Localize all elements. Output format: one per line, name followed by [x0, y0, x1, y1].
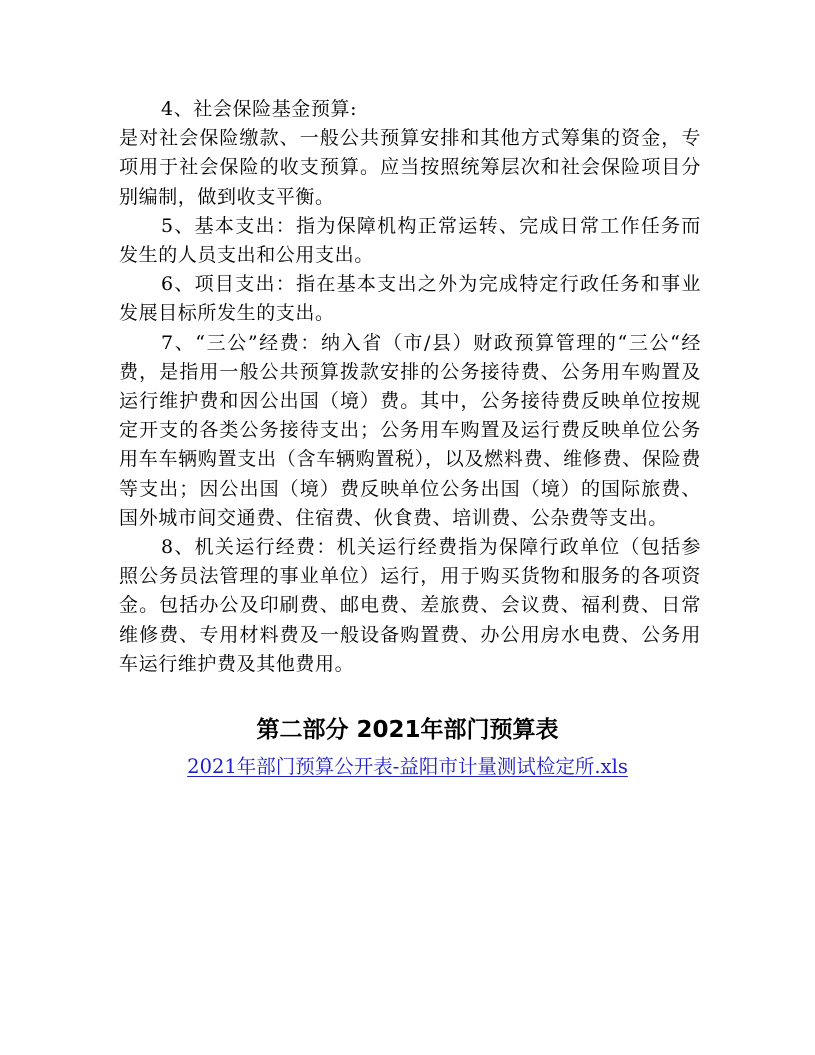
paragraph-agency-operating-expenses: 8、机关运行经费：机关运行经费指为保障行政单位（包括参照公务员法管理的事业单位）运行，用于购买货物和服务的各项资金。包括办公及印刷费、邮电费、差旅费、会议费、福利费、日常维修费、专用材料费及一般设备购置费、办公用房水电费、公务用车运行维护费及其他费用。 — [119, 536, 701, 675]
paragraph-three-public-expenses: 7、“三公”经费：纳入省（市/县）财政预算管理的“三公“经费，是指用一般公共预算拨款安排的公务接待费、公务用车购置及运行维护费和因公出国（境）费。其中，公务接待费反映单位按规定开支的各类公务接待支出；公务用车购置及运行费反映单位公务用车车辆购置支出（含车辆购置税），以及燃料费、维修费、保险费等支出；因公出国（境）费反映单位公务出国（境）的国际旅费、国外城市间交通费、住宿费、伙食费、培训费、公杂费等支出。 — [119, 331, 701, 529]
section-heading: 第二部分 2021年部门预算表 — [256, 717, 559, 743]
paragraph-social-insurance-fund-title: 4、社会保险基金预算: — [161, 98, 358, 120]
attachment-link-container — [0, 753, 815, 781]
attachment-link[interactable]: 2021年部门预算公开表-益阳市计量测试检定所.xls — [187, 755, 628, 778]
document-body — [119, 95, 701, 679]
paragraph-project-expenditure: 6、项目支出：指在基本支出之外为完成特定行政任务和事业发展目标所发生的支出。 — [119, 273, 701, 325]
paragraph-basic-expenditure: 5、基本支出：指为保障机构正常运转、完成日常工作任务而发生的人员支出和公用支出。 — [119, 214, 701, 267]
paragraph-social-insurance-fund-body: 是对社会保险缴款、一般公共预算安排和其他方式筹集的资金，专项用于社会保险的收支预算。应当按照统筹层次和社会保险项目分别编制，做到收支平衡。 — [119, 127, 701, 208]
